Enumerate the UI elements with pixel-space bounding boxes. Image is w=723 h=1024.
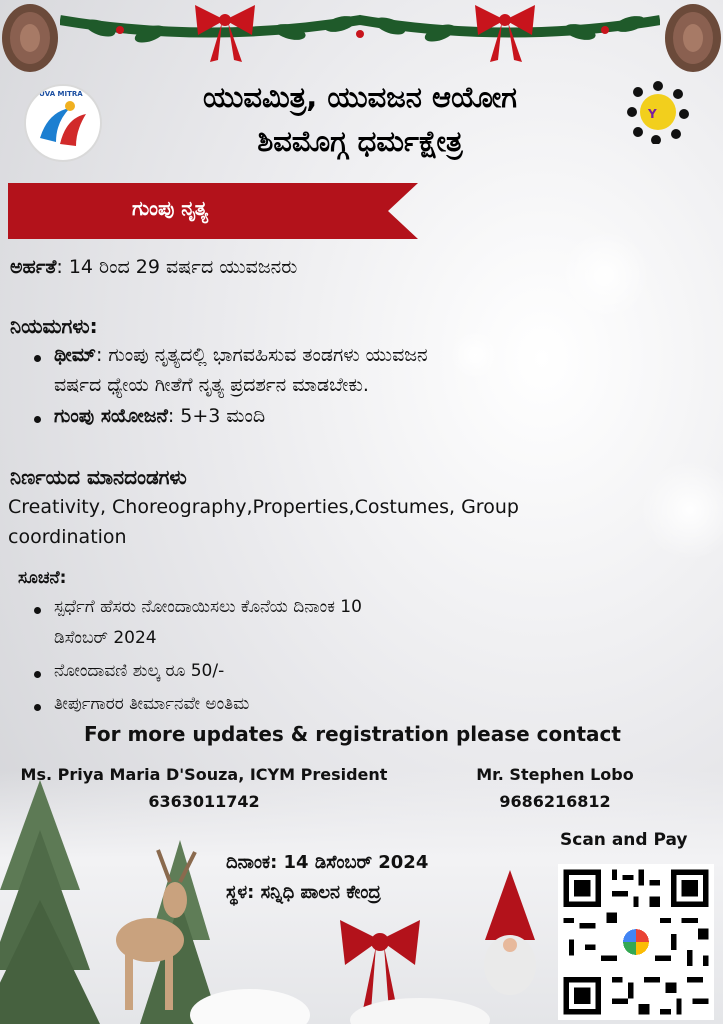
logo-text: YUVA MITRA bbox=[34, 90, 83, 98]
svg-text:Y: Y bbox=[648, 107, 657, 121]
note-deadline-continued: ಡಿಸೆಂಬರ್ 2024 bbox=[54, 628, 157, 648]
rule-theme-text: : ಗುಂಪು ನೃತ್ಯದಲ್ಲಿ ಭಾಗವಹಿಸುವ ತಂಡಗಳು ಯುವಜನ bbox=[95, 344, 428, 366]
competition-name: ಗುಂಪು ನೃತ್ಯ bbox=[132, 196, 209, 220]
eligibility-value: : 14 ರಿಂದ 29 ವರ್ಷದ ಯುವಜನರು bbox=[56, 256, 298, 278]
bullet-icon bbox=[34, 704, 41, 711]
page-title: ಯುವಮಿತ್ರ, ಯುವಜನ ಆಯೋಗ bbox=[203, 80, 517, 114]
eligibility-line bbox=[10, 256, 297, 278]
yuva-mitra-logo bbox=[24, 84, 102, 162]
contact-heading: For more updates & registration please contact bbox=[84, 722, 621, 746]
rule-group-value: : 5+3 ಮಂದಿ bbox=[167, 405, 266, 427]
bullet-icon bbox=[34, 607, 41, 614]
ribbon-banner bbox=[8, 183, 418, 239]
sparkle bbox=[640, 460, 723, 560]
contact-name-2: Mr. Stephen Lobo bbox=[476, 765, 634, 784]
sparkle bbox=[450, 330, 500, 380]
rule-group bbox=[54, 405, 265, 427]
note-deadline: ಸ್ಪರ್ಧೆಗೆ ಹೆಸರು ನೋಂದಾಯಿಸಲು ಕೊನೆಯ ದಿನಾಂಕ 10 bbox=[54, 597, 362, 617]
scan-and-pay-label: Scan and Pay bbox=[560, 830, 688, 850]
rule-theme-continued: ವರ್ಷದ ಧ್ಯೇಯ ಗೀತೆಗೆ ನೃತ್ಯ ಪ್ರದರ್ಶನ ಮಾಡಬೇಕು. bbox=[54, 374, 369, 396]
event-venue: ಸ್ಥಳ: ಸನ್ನಿಧಿ ಪಾಲನ ಕೇಂದ್ರ bbox=[226, 882, 381, 903]
contact-phone-1[interactable]: 6363011742 bbox=[148, 792, 260, 811]
holly-garland bbox=[60, 0, 660, 70]
rules-heading: ನಿಯಮಗಳು: bbox=[10, 314, 98, 338]
bullet-icon bbox=[34, 355, 41, 362]
page-subtitle: ಶಿವಮೊಗ್ಗ ಧರ್ಮಕ್ಷೇತ್ರ bbox=[257, 124, 463, 158]
icym-logo bbox=[626, 80, 690, 144]
event-date: ದಿನಾಂಕ: 14 ಡಿಸೆಂಬರ್ 2024 bbox=[226, 852, 429, 873]
note-fee: ನೋಂದಾವಣಿ ಶುಲ್ಕ ರೂ 50/- bbox=[54, 661, 225, 681]
notes-heading: ಸೂಚನೆ: bbox=[18, 568, 67, 588]
payment-qr-code[interactable] bbox=[558, 864, 714, 1020]
bullet-icon bbox=[34, 671, 41, 678]
eligibility-label: ಅರ್ಹತೆ bbox=[10, 256, 57, 278]
pine-cone-decoration bbox=[655, 0, 723, 80]
bullet-icon bbox=[34, 416, 41, 423]
rule-group-label: ಗುಂಪು ಸಯೋಜನೆ bbox=[54, 405, 168, 427]
sparkle bbox=[560, 230, 650, 320]
note-judges: ತೀರ್ಪುಗಾರರ ತೀರ್ಮಾನವೇ ಅಂತಿಮ bbox=[54, 694, 250, 714]
criteria-text: Creativity, Choreography,Properties,Costumes, Group bbox=[8, 496, 519, 518]
rule-theme bbox=[54, 344, 428, 366]
criteria-text-continued: coordination bbox=[8, 526, 127, 548]
rule-theme-label: ಥೀಮ್ bbox=[54, 344, 96, 366]
contact-phone-2[interactable]: 9686216812 bbox=[499, 792, 611, 811]
contact-name-1: Ms. Priya Maria D'Souza, ICYM President bbox=[20, 765, 388, 784]
criteria-heading: ನಿರ್ಣಯದ ಮಾನದಂಡಗಳು bbox=[10, 465, 187, 489]
